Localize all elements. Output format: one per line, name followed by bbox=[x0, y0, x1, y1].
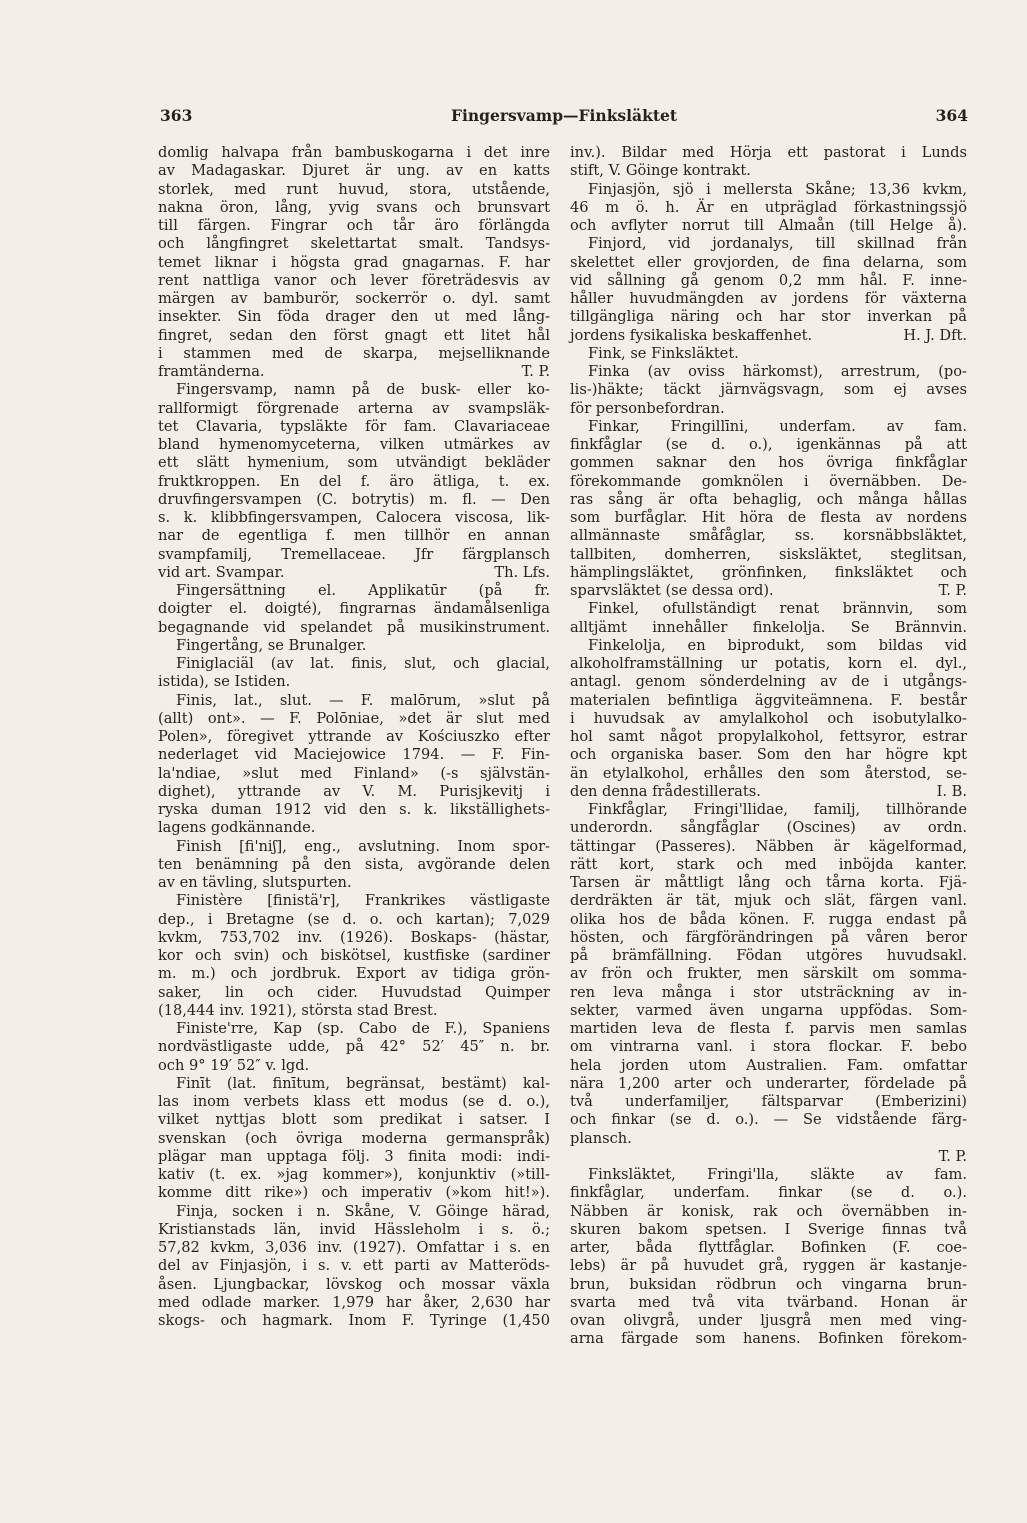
line-text: kativ (t. ex. »jag kommer»), konjunktiv (»till- bbox=[158, 1166, 550, 1183]
line-text: svampfamilj, Tremellaceae. Jfr färgplansch bbox=[158, 545, 550, 563]
line-text: ett slätt hymenium, som utvändigt bekläder bbox=[158, 454, 550, 472]
line-text: lebs) är på huvudet grå, ryggen är kastanje- bbox=[570, 1257, 967, 1275]
text-line bbox=[158, 874, 550, 892]
line-text: bland hymenomyceterna, vilken utmärkes av bbox=[158, 436, 550, 453]
text-line bbox=[570, 491, 967, 509]
text-line bbox=[570, 527, 967, 545]
line-text: Finkfåglar, Fringi'llidae, familj, tillhörande bbox=[588, 801, 967, 818]
text-line bbox=[570, 1002, 967, 1020]
text-line bbox=[158, 1148, 550, 1166]
line-text: och finkar (se d. o.). — Se vidstående färg- bbox=[570, 1111, 967, 1129]
text-line bbox=[158, 765, 550, 783]
line-text: vid sållning gå genom 0,2 mm hål. F. inne- bbox=[570, 271, 967, 289]
line-text: Finistère [finistä'r], Frankrikes västligaste bbox=[176, 892, 550, 910]
line-text: ryska duman 1912 vid den s. k. likställighets- bbox=[158, 801, 550, 818]
text-line bbox=[570, 254, 967, 272]
line-text: av frön och frukter, men särskilt om somma- bbox=[570, 965, 967, 983]
text-line bbox=[570, 600, 967, 618]
text-line bbox=[158, 728, 550, 746]
line-text: och organiska baser. Som den har högre kpt bbox=[570, 746, 967, 764]
line-text: olika hos de båda könen. F. rugga endast på bbox=[570, 910, 967, 928]
line-text: hämplingsläktet, grönfinken, finksläktet och bbox=[570, 563, 967, 581]
line-text: 57,82 kvkm, 3,036 inv. (1927). Omfattar i s. en bbox=[158, 1239, 550, 1256]
line-text: dighet), yttrande av V. M. Purisjkevitj i bbox=[158, 782, 550, 800]
text-line bbox=[570, 1184, 967, 1202]
text-line bbox=[570, 345, 967, 363]
text-line bbox=[158, 418, 550, 436]
line-text: Finksläktet, Fringi'lla, släkte av fam. bbox=[588, 1166, 967, 1183]
author-signature: H. J. Dft. bbox=[903, 326, 967, 344]
text-line bbox=[570, 181, 967, 199]
text-line bbox=[570, 856, 967, 874]
line-text: Finja, socken i n. Skåne, V. Göinge härad, bbox=[176, 1202, 550, 1220]
line-text: för personbefordran. bbox=[570, 399, 725, 417]
line-text: la'ndiae, »slut med Finland» (-s självstän- bbox=[158, 764, 550, 782]
line-text: alkoholframställning ur potatis, korn el. dyl., bbox=[570, 655, 967, 672]
line-text: antagl. genom sönderdelning av de i utgångs- bbox=[570, 673, 967, 691]
line-text: håller huvudmängden av jordens för växterna bbox=[570, 290, 967, 307]
text-line bbox=[158, 327, 550, 345]
author-signature: T. P. bbox=[521, 363, 550, 380]
line-text: Finish [fi'niʃ], eng., avslutning. Inom spor- bbox=[176, 837, 550, 855]
text-line bbox=[570, 546, 967, 564]
text-line bbox=[570, 637, 967, 655]
line-text: ovan olivgrå, under ljusgrå men med ving- bbox=[570, 1312, 967, 1329]
line-text: framtänderna. bbox=[158, 363, 265, 380]
text-line bbox=[158, 509, 550, 527]
line-text: T. P. bbox=[938, 1147, 967, 1165]
text-line bbox=[570, 765, 967, 783]
text-line bbox=[158, 1184, 550, 1202]
text-line bbox=[570, 819, 967, 837]
text-line bbox=[570, 1111, 967, 1129]
line-text: sparvsläktet (se dessa ord). bbox=[570, 582, 774, 599]
text-line bbox=[158, 783, 550, 801]
text-line bbox=[570, 1057, 967, 1075]
text-line bbox=[570, 947, 967, 965]
line-text: s. k. klibbfingersvampen, Calocera viscosa, lik- bbox=[158, 509, 550, 526]
text-line bbox=[158, 911, 550, 929]
text-line bbox=[570, 400, 967, 418]
line-text: domlig halvapa från bambuskogarna i det inre bbox=[158, 144, 550, 161]
page-number-right: 364 bbox=[935, 106, 968, 125]
text-line bbox=[570, 381, 967, 399]
text-line bbox=[570, 1276, 967, 1294]
text-line bbox=[570, 655, 967, 673]
line-text: ras sång är ofta behaglig, och många hållas bbox=[570, 490, 967, 508]
text-line bbox=[570, 235, 967, 253]
text-line bbox=[570, 564, 967, 582]
line-text: av Madagaskar. Djuret är ung. av en katts bbox=[158, 162, 550, 180]
line-text: plansch. bbox=[570, 1129, 632, 1147]
line-text: Fink, se Finksläktet. bbox=[588, 344, 739, 362]
text-line bbox=[158, 673, 550, 691]
line-text: fingret, sedan den först gnagt ett litet hål bbox=[158, 326, 550, 344]
line-text: finkfåglar, underfam. finkar (se d. o.). bbox=[570, 1184, 967, 1202]
text-line bbox=[570, 582, 967, 600]
text-line bbox=[570, 327, 967, 345]
line-text: Finkelolja, en biprodukt, som bildas vid bbox=[588, 636, 967, 654]
line-text: ten benämning på den sista, avgörande delen bbox=[158, 855, 550, 873]
line-text: skogs- och hagmark. Inom F. Tyringe (1,450 bbox=[158, 1312, 550, 1329]
line-text: martiden leva de flesta f. parvis men samlas bbox=[570, 1020, 967, 1037]
line-text: (18,444 inv. 1921), största stad Brest. bbox=[158, 1001, 438, 1019]
text-line bbox=[570, 1093, 967, 1111]
line-text: istida), se Istiden. bbox=[158, 673, 291, 691]
text-line bbox=[570, 436, 967, 454]
text-line bbox=[570, 692, 967, 710]
text-line bbox=[158, 1239, 550, 1257]
text-line bbox=[158, 619, 550, 637]
text-line bbox=[158, 801, 550, 819]
line-text: brun, buksidan rödbrun och vingarna brun- bbox=[570, 1275, 967, 1293]
line-text: Fingersvamp, namn på de busk- eller ko- bbox=[176, 381, 550, 399]
line-text: hol samt något propylalkohol, fettsyror, estrar bbox=[570, 728, 967, 745]
line-text: nakna öron, lång, yvig svans och brunsvart bbox=[158, 198, 550, 216]
line-text: skuren bakom spetsen. I Sverige finnas två bbox=[570, 1220, 967, 1238]
line-text: nordvästligaste udde, på 42° 52′ 45″ n. br. bbox=[158, 1038, 550, 1056]
text-line bbox=[570, 1148, 967, 1166]
line-text: på brämfällning. Födan utgöres huvudsakl. bbox=[570, 947, 967, 964]
text-line bbox=[158, 1038, 550, 1056]
text-line bbox=[158, 1203, 550, 1221]
page-number-left: 363 bbox=[160, 106, 193, 125]
line-text: tet Clavaria, typsläkte för fam. Clavariaceae bbox=[158, 417, 550, 435]
line-text: materialen befintliga äggviteämnena. F. består bbox=[570, 691, 967, 709]
line-text: nära 1,200 arter och underarter, fördelade på bbox=[570, 1074, 967, 1092]
text-line bbox=[570, 1038, 967, 1056]
line-text: och 9° 19′ 52″ v. lgd. bbox=[158, 1056, 310, 1074]
line-text: stift, V. Göinge kontrakt. bbox=[570, 162, 751, 180]
text-line bbox=[158, 199, 550, 217]
text-line bbox=[570, 1020, 967, 1038]
text-line bbox=[158, 1093, 550, 1111]
line-text: Tarsen är måttligt lång och tårna korta. Fjä- bbox=[570, 874, 967, 891]
text-line bbox=[158, 254, 550, 272]
text-line bbox=[158, 1002, 550, 1020]
line-text: plägar man upptaga följ. 3 finita modi: indi- bbox=[158, 1147, 550, 1165]
line-text: två underfamiljer, fältsparvar (Emberizini) bbox=[570, 1093, 967, 1110]
line-text: saker, lin och cider. Huvudstad Quimper bbox=[158, 983, 550, 1001]
line-text: arna färgade som hanens. Bofinken förekom- bbox=[570, 1330, 967, 1348]
text-line bbox=[570, 363, 967, 381]
line-text: Finis, lat., slut. — F. malōrum, »slut på bbox=[176, 691, 550, 709]
line-text: svarta med två vita tvärband. Honan är bbox=[570, 1293, 967, 1311]
line-text: fruktkroppen. En del f. äro ätliga, t. ex. bbox=[158, 472, 550, 490]
line-text: om vintrarna vanl. i stora flockar. F. bebo bbox=[570, 1038, 967, 1056]
line-text: finkfåglar (se d. o.), igenkännas på att bbox=[570, 436, 967, 453]
text-line bbox=[570, 1203, 967, 1221]
line-text: derdräkten är tät, mjuk och slät, färgen vanl. bbox=[570, 892, 967, 910]
line-text: Finkel, ofullständigt renat brännvin, som bbox=[588, 600, 967, 618]
text-line bbox=[570, 746, 967, 764]
text-line bbox=[570, 984, 967, 1002]
line-text: kvkm, 753,702 inv. (1926). Boskaps- (hästar, bbox=[158, 928, 550, 946]
line-text: insekter. Sin föda drager den ut med lång- bbox=[158, 308, 550, 326]
text-line bbox=[158, 1057, 550, 1075]
text-line bbox=[570, 801, 967, 819]
line-text: i stammen med de skarpa, mejselliknande bbox=[158, 344, 550, 362]
text-line bbox=[570, 509, 967, 527]
text-line bbox=[570, 199, 967, 217]
line-text: tillgängliga näring och har stor inverkan på bbox=[570, 308, 967, 326]
text-line bbox=[158, 217, 550, 235]
text-line bbox=[158, 1111, 550, 1129]
line-text: förekommande gomknölen i övernäbben. De- bbox=[570, 472, 967, 490]
text-line bbox=[158, 436, 550, 454]
text-line bbox=[158, 491, 550, 509]
line-text: Fingertång, se Brunalger. bbox=[176, 636, 367, 654]
line-text: till färgen. Fingrar och tår äro förlängda bbox=[158, 217, 550, 234]
text-line bbox=[570, 838, 967, 856]
text-line bbox=[158, 454, 550, 472]
text-line bbox=[570, 892, 967, 910]
text-line bbox=[158, 381, 550, 399]
text-line bbox=[570, 619, 967, 637]
text-line bbox=[158, 363, 550, 381]
line-text: las inom verbets klass ett modus (se d. o.), bbox=[158, 1093, 550, 1110]
line-text: som burfåglar. Hit höra de flesta av nordens bbox=[570, 509, 967, 526]
line-text: Finiste'rre, Kap (sp. Cabo de F.), Spaniens bbox=[176, 1020, 550, 1037]
line-text: rallformigt förgrenade arterna av svampsläk- bbox=[158, 399, 550, 417]
line-text: inv.). Bildar med Hörja ett pastorat i Lunds bbox=[570, 144, 967, 161]
text-line bbox=[570, 728, 967, 746]
line-text: och avflyter norrut till Almaån (till Helge å). bbox=[570, 217, 967, 234]
line-text: dep., i Bretagne (se d. o. och kartan); 7,029 bbox=[158, 910, 550, 928]
text-line bbox=[158, 637, 550, 655]
text-line bbox=[570, 710, 967, 728]
author-signature: T. P. bbox=[938, 582, 967, 599]
line-text: vilket nyttjas blott som predikat i satser. I bbox=[158, 1111, 550, 1129]
line-text: i huvudsak av amylalkohol och isobutylalko- bbox=[570, 709, 967, 727]
line-text: underordn. sångfåglar (Oscines) av ordn. bbox=[570, 819, 967, 837]
text-line bbox=[158, 947, 550, 965]
line-text: allmännaste småfåglar, ss. korsnäbbsläktet, bbox=[570, 527, 967, 545]
line-text: rätt kort, stark och med inböjda kanter. bbox=[570, 855, 967, 873]
text-line bbox=[158, 144, 550, 162]
text-line bbox=[158, 819, 550, 837]
text-line bbox=[158, 1020, 550, 1038]
line-text: av en tävling, slutspurten. bbox=[158, 874, 352, 891]
line-text: Näbben är konisk, rak och övernäbben in- bbox=[570, 1202, 967, 1220]
line-text: och långfingret skelettartat smalt. Tandsys- bbox=[158, 235, 550, 253]
text-line bbox=[158, 838, 550, 856]
line-text: med odlade marker. 1,979 har åker, 2,630 har bbox=[158, 1293, 550, 1311]
text-line bbox=[570, 217, 967, 235]
text-line bbox=[570, 1239, 967, 1257]
text-line bbox=[570, 911, 967, 929]
line-text: Finjasjön, sjö i mellersta Skåne; 13,36 kvkm, bbox=[588, 180, 967, 198]
line-text: den denna frådestillerats. bbox=[570, 782, 761, 800]
text-line bbox=[158, 1130, 550, 1148]
line-text: Finīt (lat. finītum, begränsat, bestämt) kal- bbox=[176, 1074, 550, 1092]
line-text: hela jorden utom Australien. Fam. omfattar bbox=[570, 1056, 967, 1074]
text-line bbox=[158, 1276, 550, 1294]
line-text: Finka (av oviss härkomst), arrestrum, (po- bbox=[588, 363, 967, 380]
line-text: ren leva många i stor utsträckning av in- bbox=[570, 983, 967, 1001]
line-text: temet liknar i högsta grad gnagarnas. F. har bbox=[158, 253, 550, 271]
text-line bbox=[158, 546, 550, 564]
line-text: Finkar, Fringillīni, underfam. av fam. bbox=[588, 417, 967, 435]
text-line bbox=[570, 673, 967, 691]
line-text: 46 m ö. h. Är en utpräglad förkastningssjö bbox=[570, 198, 967, 216]
text-line bbox=[158, 746, 550, 764]
text-line bbox=[570, 1312, 967, 1330]
text-line bbox=[570, 965, 967, 983]
text-line bbox=[158, 1166, 550, 1184]
line-text: svenskan (och övriga moderna germanspråk) bbox=[158, 1129, 550, 1147]
line-text: doigter el. doigté), fingrarnas ändamålsenliga bbox=[158, 600, 550, 618]
line-text: än etylalkohol, erhålles den som återstod, se- bbox=[570, 764, 967, 782]
right-column bbox=[570, 144, 967, 1349]
line-text: kor och svin) och biskötsel, kustfiske (sardiner bbox=[158, 947, 550, 964]
line-text: märgen av bamburör, sockerrör o. dyl. samt bbox=[158, 290, 550, 307]
author-signature: Th. Lfs. bbox=[494, 563, 550, 581]
running-title: Fingersvamp—Finksläktet bbox=[450, 106, 678, 125]
text-line bbox=[158, 710, 550, 728]
author-signature: I. B. bbox=[936, 782, 967, 800]
text-line bbox=[158, 929, 550, 947]
page-header bbox=[160, 102, 968, 130]
text-line bbox=[158, 1312, 550, 1330]
text-line bbox=[570, 162, 967, 180]
text-line bbox=[570, 1294, 967, 1312]
line-text: nederlaget vid Maciejowice 1794. — F. Fin- bbox=[158, 746, 550, 764]
text-line bbox=[158, 162, 550, 180]
line-text: åsen. Ljungbackar, lövskog och mossar växla bbox=[158, 1275, 550, 1293]
line-text: hösten, och färgförändringen på våren beror bbox=[570, 928, 967, 946]
text-line bbox=[570, 308, 967, 326]
line-text: sekter, varmed även ungarna uppfödas. Som- bbox=[570, 1001, 967, 1019]
text-line bbox=[158, 527, 550, 545]
text-line bbox=[570, 1166, 967, 1184]
text-line bbox=[570, 1257, 967, 1275]
line-text: lagens godkännande. bbox=[158, 819, 316, 837]
text-line bbox=[158, 1075, 550, 1093]
text-line bbox=[158, 473, 550, 491]
text-line bbox=[158, 235, 550, 253]
text-line bbox=[158, 1257, 550, 1275]
text-line bbox=[158, 1294, 550, 1312]
text-line bbox=[158, 655, 550, 673]
line-text: jordens fysikaliska beskaffenhet. bbox=[570, 326, 813, 344]
text-line bbox=[158, 984, 550, 1002]
text-line bbox=[570, 144, 967, 162]
text-line bbox=[570, 929, 967, 947]
text-line bbox=[570, 418, 967, 436]
line-text: Finjord, vid jordanalys, till skillnad från bbox=[588, 235, 967, 253]
text-line bbox=[158, 856, 550, 874]
text-line bbox=[570, 1130, 967, 1148]
line-text: arter, båda flyttfåglar. Bofinken (F. coe- bbox=[570, 1239, 967, 1256]
text-line bbox=[158, 181, 550, 199]
line-text: lis-)häkte; täckt järnvägsvagn, som ej avses bbox=[570, 381, 967, 399]
text-line bbox=[570, 1330, 967, 1348]
text-line bbox=[158, 345, 550, 363]
line-text: rent nattliga vanor och lever företrädesvis av bbox=[158, 271, 550, 289]
line-text: del av Finjasjön, i s. v. ett parti av Matteröds- bbox=[158, 1257, 550, 1275]
text-line bbox=[570, 473, 967, 491]
line-text: tallbiten, domherren, sisksläktet, steglitsan, bbox=[570, 545, 967, 563]
text-line bbox=[158, 308, 550, 326]
text-line bbox=[570, 1075, 967, 1093]
line-text: (allt) ont». — F. Polōniae, »det är slut med bbox=[158, 709, 550, 727]
text-line bbox=[570, 272, 967, 290]
text-line bbox=[158, 692, 550, 710]
line-text: Kristianstads län, invid Hässleholm i s. ö.; bbox=[158, 1220, 550, 1238]
text-line bbox=[158, 892, 550, 910]
line-text: Polen», föregivet yttrande av Kościuszko efter bbox=[158, 728, 550, 745]
left-column bbox=[158, 144, 550, 1330]
text-line bbox=[158, 965, 550, 983]
text-line bbox=[570, 290, 967, 308]
text-line bbox=[158, 272, 550, 290]
line-text: alltjämt innehåller finkelolja. Se Brännvin. bbox=[570, 618, 967, 636]
text-line bbox=[570, 1221, 967, 1239]
line-text: Finiglaciäl (av lat. finis, slut, och glacial, bbox=[176, 655, 550, 672]
text-line bbox=[158, 600, 550, 618]
text-line bbox=[570, 454, 967, 472]
line-text: tättingar (Passeres). Näbben är kägelformad, bbox=[570, 837, 967, 855]
line-text: begagnande vid spelandet på musikinstrument. bbox=[158, 618, 550, 636]
text-line bbox=[570, 783, 967, 801]
line-text: komme ditt rike») och imperativ (»kom hit!»). bbox=[158, 1184, 550, 1202]
text-line bbox=[158, 582, 550, 600]
text-line bbox=[158, 564, 550, 582]
text-line bbox=[158, 290, 550, 308]
line-text: m. m.) och jordbruk. Export av tidiga grön- bbox=[158, 965, 550, 983]
text-line bbox=[570, 874, 967, 892]
text-line bbox=[158, 400, 550, 418]
line-text: vid art. Svampar. bbox=[158, 563, 285, 581]
line-text: gommen saknar den hos övriga finkfåglar bbox=[570, 454, 967, 472]
line-text: Fingersättning el. Applikatūr (på fr. bbox=[176, 582, 550, 599]
text-line bbox=[158, 1221, 550, 1239]
line-text: storlek, med runt huvud, stora, utstående, bbox=[158, 180, 550, 198]
line-text: skelettet eller grovjorden, de fina delarna, som bbox=[570, 253, 967, 271]
line-text: druvfingersvampen (C. botrytis) m. fl. — Den bbox=[158, 490, 550, 508]
line-text: nar de egentliga f. men tillhör en annan bbox=[158, 527, 550, 545]
